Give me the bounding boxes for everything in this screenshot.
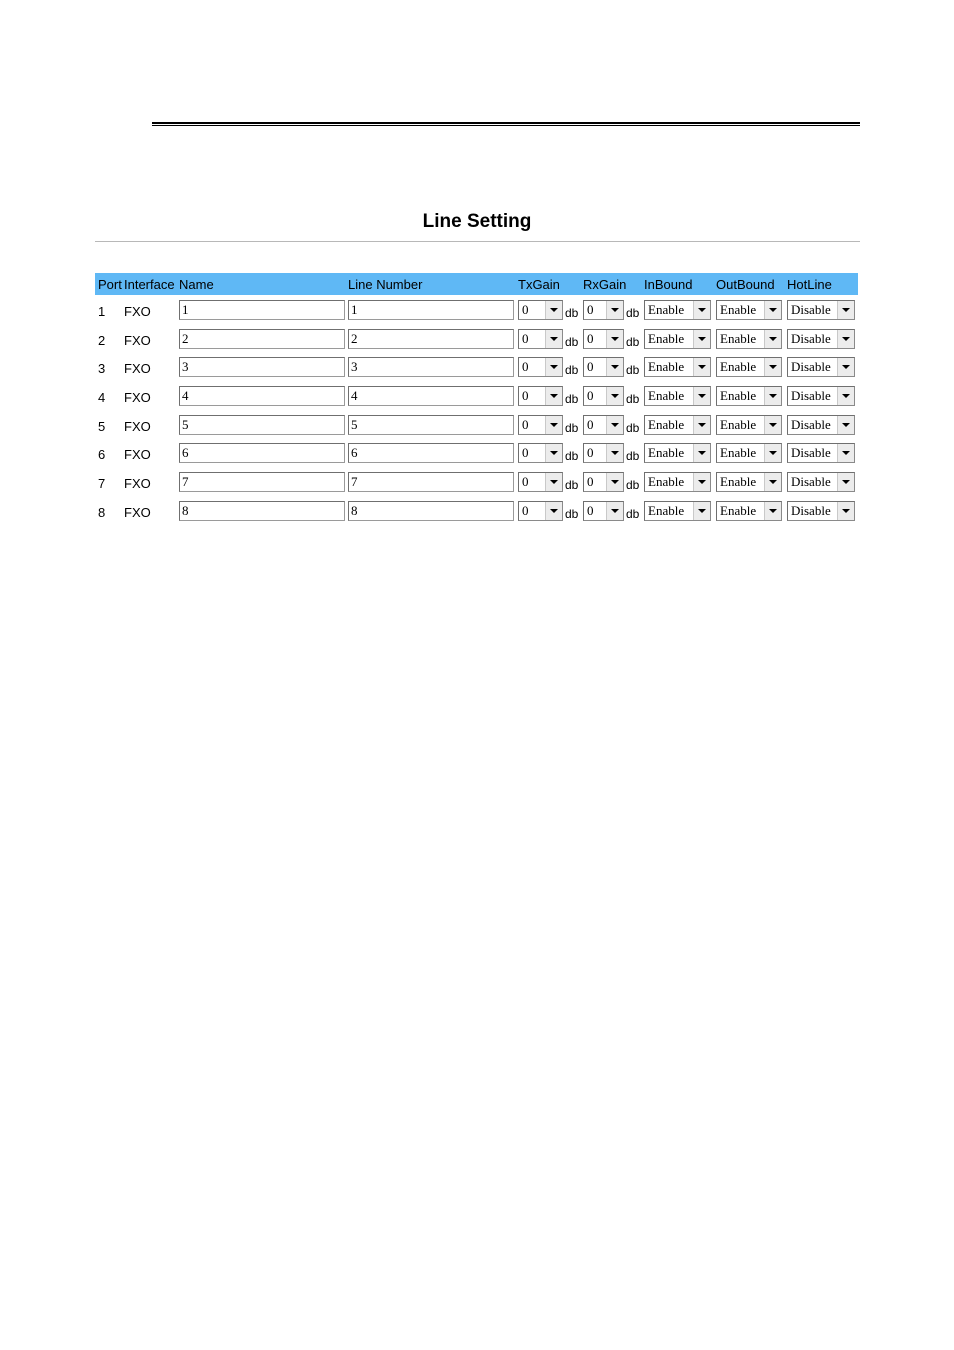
txgain-select[interactable] bbox=[518, 472, 563, 492]
txgain-value: 0 bbox=[522, 445, 529, 461]
name-input[interactable]: 3 bbox=[179, 357, 345, 377]
interface-cell: FXO bbox=[124, 504, 151, 520]
table-row bbox=[95, 496, 858, 525]
outbound-select[interactable] bbox=[716, 300, 782, 320]
txgain-value: 0 bbox=[522, 359, 529, 375]
rxgain-unit: db bbox=[626, 420, 640, 435]
header-outbound: OutBound bbox=[716, 277, 775, 292]
rxgain-select[interactable] bbox=[583, 329, 624, 349]
txgain-value: 0 bbox=[522, 330, 529, 346]
inbound-value: Enable bbox=[648, 416, 685, 432]
outbound-select[interactable] bbox=[716, 443, 782, 463]
line-number-input[interactable]: 4 bbox=[348, 386, 514, 406]
outbound-value: Enable bbox=[720, 502, 757, 518]
interface-cell: FXO bbox=[124, 476, 151, 492]
interface-cell: FXO bbox=[124, 390, 151, 406]
rxgain-select[interactable] bbox=[583, 357, 624, 377]
name-input[interactable]: 2 bbox=[179, 329, 345, 349]
chevron-down-icon[interactable] bbox=[606, 502, 623, 520]
name-input[interactable]: 8 bbox=[179, 501, 345, 521]
hotline-select[interactable] bbox=[787, 300, 855, 320]
hotline-select[interactable] bbox=[787, 329, 855, 349]
top-double-rule bbox=[152, 122, 860, 127]
outbound-select[interactable] bbox=[716, 386, 782, 406]
outbound-value: Enable bbox=[720, 359, 757, 375]
header-line-number: Line Number bbox=[348, 277, 423, 292]
txgain-value: 0 bbox=[522, 388, 529, 404]
txgain-select[interactable] bbox=[518, 386, 563, 406]
name-input[interactable]: 1 bbox=[179, 300, 345, 320]
table-row bbox=[95, 467, 858, 496]
header-inbound: InBound bbox=[644, 277, 693, 292]
rxgain-unit: db bbox=[626, 306, 640, 320]
txgain-unit: db bbox=[565, 420, 579, 435]
chevron-down-icon[interactable] bbox=[837, 330, 854, 348]
txgain-unit: db bbox=[565, 334, 579, 349]
rxgain-select[interactable] bbox=[583, 501, 624, 521]
inbound-value: Enable bbox=[648, 445, 685, 461]
chevron-down-icon[interactable] bbox=[837, 502, 854, 520]
hotline-value: Disable bbox=[791, 359, 831, 375]
table-row bbox=[95, 295, 858, 324]
chevron-down-icon[interactable] bbox=[606, 358, 623, 376]
outbound-select[interactable] bbox=[716, 415, 782, 435]
chevron-down-icon[interactable] bbox=[606, 387, 623, 405]
table-row bbox=[95, 352, 858, 381]
inbound-value: Enable bbox=[648, 474, 685, 490]
interface-cell: FXO bbox=[124, 332, 151, 348]
rule-line-thick bbox=[152, 122, 860, 124]
chevron-down-icon[interactable] bbox=[764, 330, 781, 348]
chevron-down-icon[interactable] bbox=[764, 301, 781, 319]
rxgain-unit: db bbox=[626, 334, 640, 349]
txgain-value: 0 bbox=[522, 416, 529, 432]
hotline-select[interactable] bbox=[787, 386, 855, 406]
chevron-down-icon[interactable] bbox=[837, 387, 854, 405]
chevron-down-icon[interactable] bbox=[764, 444, 781, 462]
table-body bbox=[95, 295, 858, 525]
rxgain-value: 0 bbox=[587, 502, 594, 518]
chevron-down-icon[interactable] bbox=[693, 330, 710, 348]
txgain-value: 0 bbox=[522, 502, 529, 518]
port-cell: 8 bbox=[98, 504, 106, 520]
header-hotline: HotLine bbox=[787, 277, 832, 292]
line-setting-table bbox=[95, 273, 858, 525]
chevron-down-icon[interactable] bbox=[693, 387, 710, 405]
chevron-down-icon[interactable] bbox=[545, 502, 562, 520]
rxgain-select[interactable] bbox=[583, 415, 624, 435]
rxgain-value: 0 bbox=[587, 388, 594, 404]
inbound-select[interactable] bbox=[644, 329, 711, 349]
rxgain-unit: db bbox=[626, 392, 640, 407]
inbound-value: Enable bbox=[648, 359, 685, 375]
chevron-down-icon[interactable] bbox=[764, 416, 781, 434]
chevron-down-icon[interactable] bbox=[606, 473, 623, 491]
chevron-down-icon[interactable] bbox=[764, 502, 781, 520]
txgain-select[interactable] bbox=[518, 443, 563, 463]
txgain-unit: db bbox=[565, 478, 579, 493]
hotline-select[interactable] bbox=[787, 357, 855, 377]
hotline-value: Disable bbox=[791, 445, 831, 461]
inbound-select[interactable] bbox=[644, 501, 711, 521]
table-header bbox=[95, 273, 858, 295]
rxgain-unit: db bbox=[626, 506, 640, 521]
hotline-select[interactable] bbox=[787, 443, 855, 463]
rule-line-thin bbox=[152, 125, 860, 126]
inbound-value: Enable bbox=[648, 330, 685, 346]
txgain-unit: db bbox=[565, 449, 579, 464]
rxgain-unit: db bbox=[626, 478, 640, 493]
chevron-down-icon[interactable] bbox=[764, 358, 781, 376]
port-cell: 3 bbox=[98, 361, 106, 377]
rxgain-select[interactable] bbox=[583, 443, 624, 463]
hotline-select[interactable] bbox=[787, 472, 855, 492]
hotline-value: Disable bbox=[791, 416, 831, 432]
chevron-down-icon[interactable] bbox=[693, 473, 710, 491]
rxgain-select[interactable] bbox=[583, 300, 624, 320]
chevron-down-icon[interactable] bbox=[545, 416, 562, 434]
interface-cell: FXO bbox=[124, 304, 151, 319]
hotline-select[interactable] bbox=[787, 501, 855, 521]
interface-cell: FXO bbox=[124, 418, 151, 434]
outbound-select[interactable] bbox=[716, 357, 782, 377]
inbound-select[interactable] bbox=[644, 300, 711, 320]
chevron-down-icon[interactable] bbox=[764, 473, 781, 491]
txgain-unit: db bbox=[565, 506, 579, 521]
header-port: Port bbox=[98, 277, 122, 292]
chevron-down-icon[interactable] bbox=[545, 387, 562, 405]
outbound-value: Enable bbox=[720, 416, 757, 432]
rxgain-unit: db bbox=[626, 449, 640, 464]
txgain-unit: db bbox=[565, 363, 579, 378]
txgain-select[interactable] bbox=[518, 357, 563, 377]
outbound-select[interactable] bbox=[716, 329, 782, 349]
inbound-select[interactable] bbox=[644, 357, 711, 377]
chevron-down-icon[interactable] bbox=[693, 416, 710, 434]
outbound-value: Enable bbox=[720, 302, 757, 317]
outbound-select[interactable] bbox=[716, 501, 782, 521]
line-number-input[interactable]: 7 bbox=[348, 472, 514, 492]
chevron-down-icon[interactable] bbox=[693, 502, 710, 520]
line-number-input[interactable]: 3 bbox=[348, 357, 514, 377]
rxgain-value: 0 bbox=[587, 302, 594, 317]
rxgain-value: 0 bbox=[587, 330, 594, 346]
hotline-value: Disable bbox=[791, 388, 831, 404]
port-cell: 1 bbox=[98, 304, 106, 319]
table-row bbox=[95, 324, 858, 353]
outbound-value: Enable bbox=[720, 445, 757, 461]
header-rxgain: RxGain bbox=[583, 277, 627, 292]
chevron-down-icon[interactable] bbox=[545, 358, 562, 376]
header-txgain: TxGain bbox=[518, 277, 560, 292]
chevron-down-icon[interactable] bbox=[545, 330, 562, 348]
hotline-value: Disable bbox=[791, 302, 831, 317]
rxgain-value: 0 bbox=[587, 445, 594, 461]
chevron-down-icon[interactable] bbox=[545, 301, 562, 319]
hotline-select[interactable] bbox=[787, 415, 855, 435]
port-cell: 4 bbox=[98, 390, 106, 406]
chevron-down-icon[interactable] bbox=[606, 330, 623, 348]
txgain-select[interactable] bbox=[518, 501, 563, 521]
txgain-select[interactable] bbox=[518, 329, 563, 349]
inbound-select[interactable] bbox=[644, 472, 711, 492]
inbound-value: Enable bbox=[648, 388, 685, 404]
line-number-input[interactable]: 8 bbox=[348, 501, 514, 521]
outbound-select[interactable] bbox=[716, 472, 782, 492]
chevron-down-icon[interactable] bbox=[764, 387, 781, 405]
inbound-select[interactable] bbox=[644, 443, 711, 463]
hotline-value: Disable bbox=[791, 502, 831, 518]
line-number-input[interactable]: 5 bbox=[348, 415, 514, 435]
line-number-input[interactable]: 6 bbox=[348, 443, 514, 463]
hotline-value: Disable bbox=[791, 474, 831, 490]
page-title: Line Setting bbox=[422, 211, 532, 232]
port-cell: 7 bbox=[98, 476, 106, 492]
hotline-value: Disable bbox=[791, 330, 831, 346]
chevron-down-icon[interactable] bbox=[545, 473, 562, 491]
title-separator bbox=[95, 241, 860, 242]
rxgain-value: 0 bbox=[587, 416, 594, 432]
chevron-down-icon[interactable] bbox=[837, 301, 854, 319]
interface-cell: FXO bbox=[124, 447, 151, 463]
chevron-down-icon[interactable] bbox=[693, 301, 710, 319]
txgain-select[interactable] bbox=[518, 300, 563, 320]
chevron-down-icon[interactable] bbox=[606, 444, 623, 462]
table-row bbox=[95, 438, 858, 467]
txgain-unit: db bbox=[565, 392, 579, 407]
chevron-down-icon[interactable] bbox=[545, 444, 562, 462]
chevron-down-icon[interactable] bbox=[606, 301, 623, 319]
chevron-down-icon[interactable] bbox=[693, 358, 710, 376]
inbound-select[interactable] bbox=[644, 386, 711, 406]
rxgain-value: 0 bbox=[587, 359, 594, 375]
rxgain-select[interactable] bbox=[583, 386, 624, 406]
chevron-down-icon[interactable] bbox=[693, 444, 710, 462]
table-row bbox=[95, 381, 858, 410]
inbound-value: Enable bbox=[648, 302, 685, 317]
txgain-value: 0 bbox=[522, 474, 529, 490]
txgain-select[interactable] bbox=[518, 415, 563, 435]
port-cell: 5 bbox=[98, 418, 106, 434]
inbound-select[interactable] bbox=[644, 415, 711, 435]
chevron-down-icon[interactable] bbox=[837, 473, 854, 491]
rxgain-select[interactable] bbox=[583, 472, 624, 492]
chevron-down-icon[interactable] bbox=[606, 416, 623, 434]
inbound-value: Enable bbox=[648, 502, 685, 518]
name-input[interactable]: 6 bbox=[179, 443, 345, 463]
txgain-unit: db bbox=[565, 306, 579, 320]
txgain-value: 0 bbox=[522, 302, 529, 317]
line-number-input[interactable]: 2 bbox=[348, 329, 514, 349]
header-name: Name bbox=[179, 277, 214, 292]
header-interface: Interface bbox=[124, 277, 175, 292]
chevron-down-icon[interactable] bbox=[837, 358, 854, 376]
outbound-value: Enable bbox=[720, 330, 757, 346]
chevron-down-icon[interactable] bbox=[837, 416, 854, 434]
table-row bbox=[95, 410, 858, 439]
rxgain-value: 0 bbox=[587, 474, 594, 490]
name-input[interactable]: 7 bbox=[179, 472, 345, 492]
outbound-value: Enable bbox=[720, 474, 757, 490]
name-input[interactable]: 4 bbox=[179, 386, 345, 406]
line-number-input[interactable]: 1 bbox=[348, 300, 514, 320]
port-cell: 6 bbox=[98, 447, 106, 463]
name-input[interactable]: 5 bbox=[179, 415, 345, 435]
port-cell: 2 bbox=[98, 332, 106, 348]
chevron-down-icon[interactable] bbox=[837, 444, 854, 462]
rxgain-unit: db bbox=[626, 363, 640, 378]
interface-cell: FXO bbox=[124, 361, 151, 377]
outbound-value: Enable bbox=[720, 388, 757, 404]
